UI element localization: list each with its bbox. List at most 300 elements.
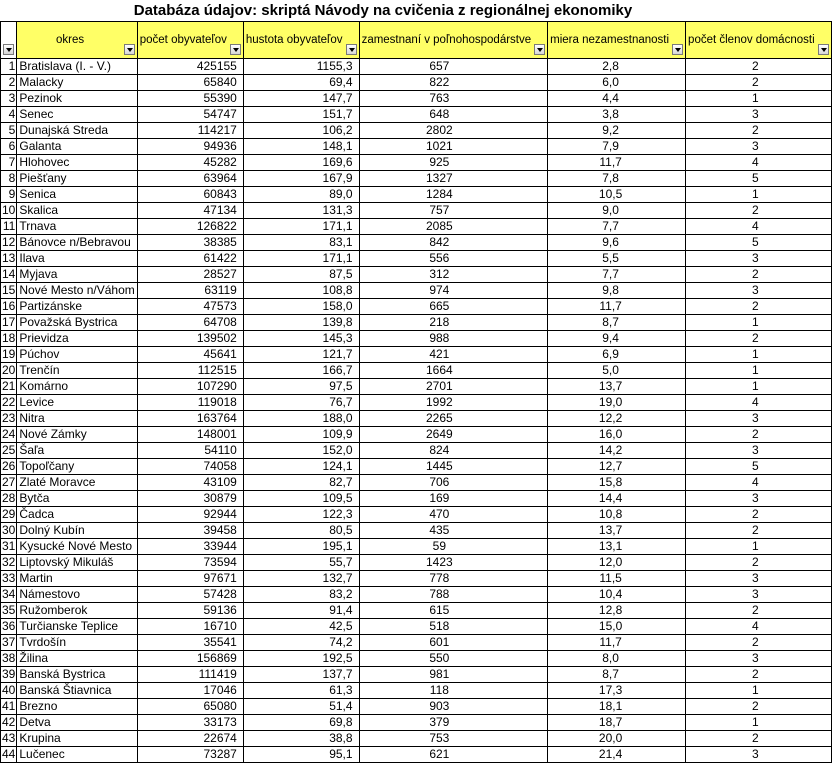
table-cell[interactable]: 981 — [359, 667, 548, 683]
table-cell[interactable]: Malacky — [17, 75, 137, 91]
table-cell[interactable]: 119018 — [137, 395, 243, 411]
row-number[interactable]: 5 — [1, 123, 17, 139]
table-cell[interactable]: 2 — [686, 667, 832, 683]
table-cell[interactable]: 166,7 — [243, 363, 359, 379]
table-cell[interactable]: 7,8 — [548, 171, 686, 187]
table-cell[interactable]: 108,8 — [243, 283, 359, 299]
row-number[interactable]: 7 — [1, 155, 17, 171]
table-cell[interactable]: 1 — [686, 379, 832, 395]
filter-dropdown-icon[interactable] — [672, 44, 683, 55]
table-cell[interactable]: 21,4 — [548, 747, 686, 763]
row-number[interactable]: 15 — [2, 283, 16, 297]
table-cell[interactable]: 61,3 — [243, 683, 359, 699]
filter-dropdown-icon[interactable] — [3, 44, 14, 55]
table-cell[interactable]: Tvrdošín — [17, 635, 137, 651]
table-cell[interactable]: 2 — [686, 203, 832, 219]
table-cell[interactable]: 778 — [359, 571, 548, 587]
table-cell[interactable]: 73287 — [137, 747, 243, 763]
table-cell[interactable]: Prievidza — [17, 331, 137, 347]
table-cell[interactable]: Brezno — [17, 699, 137, 715]
table-cell[interactable]: 45641 — [137, 347, 243, 363]
table-cell[interactable]: 83,2 — [243, 587, 359, 603]
table-cell[interactable]: 925 — [359, 155, 548, 171]
table-cell[interactable]: 69,8 — [243, 715, 359, 731]
table-cell[interactable]: 3 — [686, 139, 832, 155]
table-cell[interactable]: 13,7 — [548, 523, 686, 539]
row-number[interactable]: 2 — [1, 75, 17, 91]
table-cell[interactable]: 63119 — [137, 283, 243, 299]
table-cell[interactable]: 15,8 — [548, 475, 686, 491]
table-cell[interactable]: 87,5 — [243, 267, 359, 283]
table-cell[interactable]: 33944 — [137, 539, 243, 555]
table-cell[interactable]: 615 — [359, 603, 548, 619]
table-cell[interactable]: 10,5 — [548, 187, 686, 203]
table-cell[interactable]: 1423 — [359, 555, 548, 571]
table-cell[interactable]: 1 — [686, 187, 832, 203]
table-cell[interactable]: 17,3 — [548, 683, 686, 699]
table-cell[interactable]: Detva — [17, 715, 137, 731]
table-cell[interactable]: Trenčín — [17, 363, 137, 379]
table-cell[interactable]: 171,1 — [243, 251, 359, 267]
table-cell[interactable]: 33173 — [137, 715, 243, 731]
table-cell[interactable]: 195,1 — [243, 539, 359, 555]
table-cell[interactable]: 2 — [686, 603, 832, 619]
table-cell[interactable]: 122,3 — [243, 507, 359, 523]
table-cell[interactable]: 14,4 — [548, 491, 686, 507]
row-number[interactable]: 17 — [2, 315, 16, 329]
table-cell[interactable]: 556 — [359, 251, 548, 267]
table-cell[interactable]: 470 — [359, 507, 548, 523]
select-all-filter[interactable] — [1, 22, 17, 59]
table-cell[interactable]: 60843 — [137, 187, 243, 203]
row-number[interactable]: 30 — [2, 523, 16, 537]
table-cell[interactable]: 111419 — [137, 667, 243, 683]
row-number[interactable]: 39 — [2, 667, 16, 681]
table-cell[interactable]: 18,7 — [548, 715, 686, 731]
table-cell[interactable]: 64708 — [137, 315, 243, 331]
table-cell[interactable]: Bytča — [17, 491, 137, 507]
table-cell[interactable]: 9,8 — [548, 283, 686, 299]
table-cell[interactable]: 4 — [686, 395, 832, 411]
table-cell[interactable]: 8,0 — [548, 651, 686, 667]
table-cell[interactable]: Dunajská Streda — [17, 123, 137, 139]
table-cell[interactable]: 8,7 — [548, 667, 686, 683]
table-cell[interactable]: 5 — [686, 459, 832, 475]
table-cell[interactable]: 5,0 — [548, 363, 686, 379]
table-cell[interactable]: 2265 — [359, 411, 548, 427]
table-cell[interactable]: 69,4 — [243, 75, 359, 91]
row-number[interactable]: 14 — [2, 267, 16, 281]
table-cell[interactable]: 1 — [686, 347, 832, 363]
table-cell[interactable]: 10,8 — [548, 507, 686, 523]
row-number[interactable]: 19 — [2, 347, 16, 361]
table-cell[interactable]: 3 — [686, 411, 832, 427]
table-cell[interactable]: 83,1 — [243, 235, 359, 251]
table-cell[interactable]: 42,5 — [243, 619, 359, 635]
row-number[interactable]: 29 — [2, 507, 16, 521]
table-cell[interactable]: 3 — [686, 283, 832, 299]
table-cell[interactable]: 2 — [686, 507, 832, 523]
table-cell[interactable]: 974 — [359, 283, 548, 299]
filter-dropdown-icon[interactable] — [534, 44, 545, 55]
table-cell[interactable]: Námestovo — [17, 587, 137, 603]
table-cell[interactable]: 421 — [359, 347, 548, 363]
table-cell[interactable]: 3 — [686, 107, 832, 123]
table-cell[interactable]: 12,8 — [548, 603, 686, 619]
row-number[interactable]: 34 — [2, 587, 16, 601]
table-cell[interactable]: 95,1 — [243, 747, 359, 763]
table-cell[interactable]: 54747 — [137, 107, 243, 123]
table-cell[interactable]: 9,4 — [548, 331, 686, 347]
table-cell[interactable]: Dolný Kubín — [17, 523, 137, 539]
table-cell[interactable]: 97671 — [137, 571, 243, 587]
table-cell[interactable]: 2 — [686, 555, 832, 571]
filter-dropdown-icon[interactable] — [818, 44, 829, 55]
table-cell[interactable]: 124,1 — [243, 459, 359, 475]
row-number[interactable]: 33 — [2, 571, 16, 585]
table-cell[interactable]: 59 — [359, 539, 548, 555]
table-cell[interactable]: 9,6 — [548, 235, 686, 251]
table-cell[interactable]: Bánovce n/Bebravou — [17, 235, 137, 251]
table-cell[interactable]: Považská Bystrica — [17, 315, 137, 331]
table-cell[interactable]: 788 — [359, 587, 548, 603]
table-cell[interactable]: 167,9 — [243, 171, 359, 187]
table-cell[interactable]: 13,1 — [548, 539, 686, 555]
table-cell[interactable]: 7,9 — [548, 139, 686, 155]
table-cell[interactable]: 2 — [686, 731, 832, 747]
table-cell[interactable]: 5 — [686, 235, 832, 251]
table-cell[interactable]: 82,7 — [243, 475, 359, 491]
table-cell[interactable]: 425155 — [137, 59, 243, 75]
table-cell[interactable]: 152,0 — [243, 443, 359, 459]
table-cell[interactable]: 1 — [686, 363, 832, 379]
row-number[interactable]: 3 — [1, 91, 17, 107]
row-number[interactable]: 35 — [2, 603, 16, 617]
table-cell[interactable]: 1327 — [359, 171, 548, 187]
row-number[interactable]: 1 — [1, 59, 17, 75]
table-cell[interactable]: 10,4 — [548, 587, 686, 603]
table-cell[interactable]: 61422 — [137, 251, 243, 267]
table-cell[interactable]: 137,7 — [243, 667, 359, 683]
table-cell[interactable]: 2085 — [359, 219, 548, 235]
row-number[interactable]: 24 — [2, 427, 16, 441]
table-cell[interactable]: Banská Bystrica — [17, 667, 137, 683]
table-cell[interactable]: 4 — [686, 619, 832, 635]
row-number[interactable]: 12 — [2, 235, 16, 249]
table-cell[interactable]: 4,4 — [548, 91, 686, 107]
table-cell[interactable]: Levice — [17, 395, 137, 411]
table-cell[interactable]: Topoľčany — [17, 459, 137, 475]
table-cell[interactable]: 3 — [686, 587, 832, 603]
table-cell[interactable]: 145,3 — [243, 331, 359, 347]
table-cell[interactable]: 550 — [359, 651, 548, 667]
table-cell[interactable]: 74,2 — [243, 635, 359, 651]
table-cell[interactable]: 54110 — [137, 443, 243, 459]
table-cell[interactable]: 3 — [686, 651, 832, 667]
table-cell[interactable]: 2 — [686, 699, 832, 715]
row-number[interactable]: 26 — [2, 459, 16, 473]
row-number[interactable]: 36 — [2, 619, 16, 633]
table-cell[interactable]: 5 — [686, 171, 832, 187]
table-cell[interactable]: 92944 — [137, 507, 243, 523]
table-cell[interactable]: 1284 — [359, 187, 548, 203]
table-cell[interactable]: Skalica — [17, 203, 137, 219]
table-cell[interactable]: Nové Zámky — [17, 427, 137, 443]
table-cell[interactable]: 2 — [686, 59, 832, 75]
table-cell[interactable]: 114217 — [137, 123, 243, 139]
table-cell[interactable]: Senica — [17, 187, 137, 203]
row-number[interactable]: 25 — [2, 443, 16, 457]
table-cell[interactable]: 35541 — [137, 635, 243, 651]
table-cell[interactable]: Turčianske Teplice — [17, 619, 137, 635]
table-cell[interactable]: 824 — [359, 443, 548, 459]
table-cell[interactable]: 15,0 — [548, 619, 686, 635]
table-cell[interactable]: Žilina — [17, 651, 137, 667]
table-cell[interactable]: 13,7 — [548, 379, 686, 395]
table-cell[interactable]: 151,7 — [243, 107, 359, 123]
row-number[interactable]: 4 — [1, 107, 17, 123]
table-cell[interactable]: 65840 — [137, 75, 243, 91]
table-cell[interactable]: 706 — [359, 475, 548, 491]
table-cell[interactable]: 1155,3 — [243, 59, 359, 75]
table-cell[interactable]: Partizánske — [17, 299, 137, 315]
table-cell[interactable]: 171,1 — [243, 219, 359, 235]
table-cell[interactable]: 2 — [686, 331, 832, 347]
table-cell[interactable]: 1 — [686, 683, 832, 699]
table-cell[interactable]: 312 — [359, 267, 548, 283]
table-cell[interactable]: 16,0 — [548, 427, 686, 443]
table-cell[interactable]: 757 — [359, 203, 548, 219]
table-cell[interactable]: Martin — [17, 571, 137, 587]
table-cell[interactable]: 1 — [686, 715, 832, 731]
table-cell[interactable]: Zlaté Moravce — [17, 475, 137, 491]
table-cell[interactable]: 65080 — [137, 699, 243, 715]
table-cell[interactable]: 47134 — [137, 203, 243, 219]
table-cell[interactable]: 11,7 — [548, 155, 686, 171]
table-cell[interactable]: Lučenec — [17, 747, 137, 763]
row-number[interactable]: 28 — [2, 491, 16, 505]
table-cell[interactable]: 107290 — [137, 379, 243, 395]
table-cell[interactable]: 39458 — [137, 523, 243, 539]
filter-dropdown-icon[interactable] — [230, 44, 241, 55]
row-number[interactable]: 41 — [2, 699, 16, 713]
table-cell[interactable]: 2802 — [359, 123, 548, 139]
table-cell[interactable]: Bratislava (I. - V.) — [17, 59, 137, 75]
table-cell[interactable]: Ružomberok — [17, 603, 137, 619]
table-cell[interactable]: 17046 — [137, 683, 243, 699]
row-number[interactable]: 38 — [2, 651, 16, 665]
table-cell[interactable]: 11,7 — [548, 299, 686, 315]
row-number[interactable]: 6 — [1, 139, 17, 155]
table-cell[interactable]: Trnava — [17, 219, 137, 235]
table-cell[interactable]: 139,8 — [243, 315, 359, 331]
table-cell[interactable]: 665 — [359, 299, 548, 315]
filter-dropdown-icon[interactable] — [124, 44, 135, 55]
table-cell[interactable]: Kysucké Nové Mesto — [17, 539, 137, 555]
table-cell[interactable]: 218 — [359, 315, 548, 331]
table-cell[interactable]: 7,7 — [548, 219, 686, 235]
table-cell[interactable]: 12,2 — [548, 411, 686, 427]
table-cell[interactable]: 57428 — [137, 587, 243, 603]
row-number[interactable]: 31 — [2, 539, 16, 553]
table-cell[interactable]: 3 — [686, 251, 832, 267]
table-cell[interactable]: 192,5 — [243, 651, 359, 667]
table-cell[interactable]: 1021 — [359, 139, 548, 155]
table-cell[interactable]: 169,6 — [243, 155, 359, 171]
table-cell[interactable]: 74058 — [137, 459, 243, 475]
table-cell[interactable]: 28527 — [137, 267, 243, 283]
table-cell[interactable]: 9,2 — [548, 123, 686, 139]
table-cell[interactable]: 3 — [686, 571, 832, 587]
table-cell[interactable]: 106,2 — [243, 123, 359, 139]
table-cell[interactable]: 518 — [359, 619, 548, 635]
table-cell[interactable]: 148001 — [137, 427, 243, 443]
table-cell[interactable]: Ilava — [17, 251, 137, 267]
table-cell[interactable]: 30879 — [137, 491, 243, 507]
table-cell[interactable]: 7,7 — [548, 267, 686, 283]
table-cell[interactable]: 753 — [359, 731, 548, 747]
table-cell[interactable]: 38385 — [137, 235, 243, 251]
table-cell[interactable]: 2 — [686, 299, 832, 315]
table-cell[interactable]: Nové Mesto n/Váhom — [17, 283, 137, 299]
table-cell[interactable]: 4 — [686, 155, 832, 171]
row-number[interactable]: 44 — [2, 747, 16, 761]
table-cell[interactable]: Čadca — [17, 507, 137, 523]
table-cell[interactable]: 19,0 — [548, 395, 686, 411]
row-number[interactable]: 10 — [2, 203, 16, 217]
table-cell[interactable]: 903 — [359, 699, 548, 715]
row-number[interactable]: 13 — [2, 251, 16, 265]
table-cell[interactable]: 1664 — [359, 363, 548, 379]
table-cell[interactable]: 59136 — [137, 603, 243, 619]
table-cell[interactable]: Nitra — [17, 411, 137, 427]
row-number[interactable]: 22 — [2, 395, 16, 409]
table-cell[interactable]: Pezinok — [17, 91, 137, 107]
table-cell[interactable]: 621 — [359, 747, 548, 763]
table-cell[interactable]: Šaľa — [17, 443, 137, 459]
table-cell[interactable]: Hlohovec — [17, 155, 137, 171]
table-cell[interactable]: 76,7 — [243, 395, 359, 411]
row-number[interactable]: 37 — [2, 635, 16, 649]
table-cell[interactable]: Piešťany — [17, 171, 137, 187]
table-cell[interactable]: 1992 — [359, 395, 548, 411]
row-number[interactable]: 21 — [2, 379, 16, 393]
table-cell[interactable]: 97,5 — [243, 379, 359, 395]
table-cell[interactable]: 43109 — [137, 475, 243, 491]
table-cell[interactable]: 8,7 — [548, 315, 686, 331]
table-cell[interactable]: 18,1 — [548, 699, 686, 715]
table-cell[interactable]: 45282 — [137, 155, 243, 171]
row-number[interactable]: 20 — [2, 363, 16, 377]
table-cell[interactable]: 63964 — [137, 171, 243, 187]
table-cell[interactable]: 12,0 — [548, 555, 686, 571]
table-cell[interactable]: Myjava — [17, 267, 137, 283]
table-cell[interactable]: 55,7 — [243, 555, 359, 571]
row-number[interactable]: 32 — [2, 555, 16, 569]
row-number[interactable]: 42 — [2, 715, 16, 729]
table-cell[interactable]: 2 — [686, 635, 832, 651]
table-cell[interactable]: 121,7 — [243, 347, 359, 363]
table-cell[interactable]: 118 — [359, 683, 548, 699]
row-number[interactable]: 23 — [2, 411, 16, 425]
table-cell[interactable]: 435 — [359, 523, 548, 539]
table-cell[interactable]: 169 — [359, 491, 548, 507]
table-cell[interactable]: 3 — [686, 747, 832, 763]
table-cell[interactable]: 94936 — [137, 139, 243, 155]
filter-dropdown-icon[interactable] — [346, 44, 357, 55]
table-cell[interactable]: 3 — [686, 491, 832, 507]
table-cell[interactable]: Púchov — [17, 347, 137, 363]
table-cell[interactable]: 131,3 — [243, 203, 359, 219]
row-number[interactable]: 43 — [2, 731, 16, 745]
table-cell[interactable]: 38,8 — [243, 731, 359, 747]
table-cell[interactable]: 601 — [359, 635, 548, 651]
row-number[interactable]: 40 — [2, 683, 16, 697]
table-cell[interactable]: Galanta — [17, 139, 137, 155]
table-cell[interactable]: 648 — [359, 107, 548, 123]
table-cell[interactable]: 188,0 — [243, 411, 359, 427]
table-cell[interactable]: Liptovský Mikuláš — [17, 555, 137, 571]
table-cell[interactable]: 379 — [359, 715, 548, 731]
table-cell[interactable]: 5,5 — [548, 251, 686, 267]
table-cell[interactable]: 4 — [686, 475, 832, 491]
table-cell[interactable]: 11,5 — [548, 571, 686, 587]
table-cell[interactable]: 1 — [686, 539, 832, 555]
table-cell[interactable]: 2 — [686, 123, 832, 139]
table-cell[interactable]: 91,4 — [243, 603, 359, 619]
table-cell[interactable]: 2 — [686, 75, 832, 91]
table-cell[interactable]: 22674 — [137, 731, 243, 747]
table-cell[interactable]: 988 — [359, 331, 548, 347]
table-cell[interactable]: 1445 — [359, 459, 548, 475]
table-cell[interactable]: 55390 — [137, 91, 243, 107]
table-cell[interactable]: 147,7 — [243, 91, 359, 107]
table-cell[interactable]: 2,8 — [548, 59, 686, 75]
table-cell[interactable]: Krupina — [17, 731, 137, 747]
table-cell[interactable]: 657 — [359, 59, 548, 75]
table-cell[interactable]: 132,7 — [243, 571, 359, 587]
table-cell[interactable]: 73594 — [137, 555, 243, 571]
table-cell[interactable]: 12,7 — [548, 459, 686, 475]
row-number[interactable]: 18 — [2, 331, 16, 345]
table-cell[interactable]: 139502 — [137, 331, 243, 347]
table-cell[interactable]: 2 — [686, 427, 832, 443]
table-cell[interactable]: 6,9 — [548, 347, 686, 363]
row-number[interactable]: 16 — [2, 299, 16, 313]
table-cell[interactable]: Senec — [17, 107, 137, 123]
table-cell[interactable]: 1 — [686, 315, 832, 331]
row-number[interactable]: 9 — [1, 187, 17, 203]
table-cell[interactable]: 89,0 — [243, 187, 359, 203]
table-cell[interactable]: 20,0 — [548, 731, 686, 747]
table-cell[interactable]: 109,5 — [243, 491, 359, 507]
table-cell[interactable]: 109,9 — [243, 427, 359, 443]
table-cell[interactable]: 2 — [686, 523, 832, 539]
table-cell[interactable]: 4 — [686, 219, 832, 235]
row-number[interactable]: 27 — [2, 475, 16, 489]
table-cell[interactable]: 163764 — [137, 411, 243, 427]
table-cell[interactable]: 16710 — [137, 619, 243, 635]
table-cell[interactable]: Komárno — [17, 379, 137, 395]
table-cell[interactable]: 14,2 — [548, 443, 686, 459]
table-cell[interactable]: 11,7 — [548, 635, 686, 651]
table-cell[interactable]: 80,5 — [243, 523, 359, 539]
table-cell[interactable]: 126822 — [137, 219, 243, 235]
table-cell[interactable]: 158,0 — [243, 299, 359, 315]
table-cell[interactable]: 148,1 — [243, 139, 359, 155]
table-cell[interactable]: 156869 — [137, 651, 243, 667]
table-cell[interactable]: 1 — [686, 91, 832, 107]
